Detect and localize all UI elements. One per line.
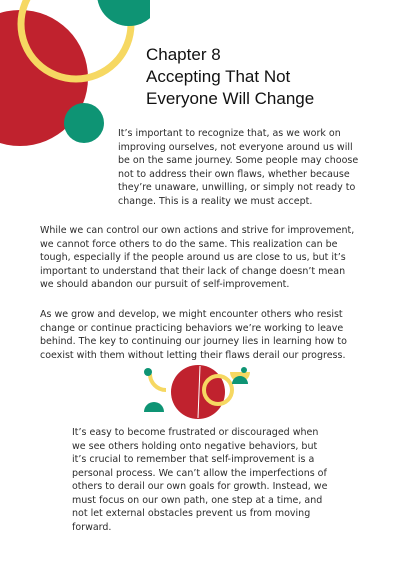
paragraph-4: It’s easy to become frustrated or discouraged when we see others holding onto negative behaviors, but it’s crucial to remember that self-improvement is a personal process. We can’t allow the imperfections of others to derail our own goals for growth. Instead, we must focus on our own path, one step at a time, and not let external obstacles prevent us from moving forward.	[72, 427, 328, 533]
chapter-title-line-2: Accepting That Not	[146, 67, 291, 86]
teal-dot-left-top-shape	[144, 368, 152, 376]
chapter-title-line-3: Everyone Will Change	[146, 89, 315, 108]
teal-dot-right-shape	[241, 367, 247, 373]
middle-decoration	[140, 362, 260, 420]
paragraph-2: While we can control our own actions and strive for improvement, we cannot force others to do the same. This realization can be tough, especially if the people around us are close to us, but it’s important to understand that their lack of change doesn’t mean we should abandon our pursuit of self-improvement.	[40, 225, 355, 290]
yellow-arc-left-shape	[150, 374, 166, 390]
paragraph-3: As we grow and develop, we might encounter others who resist change or continue practicing behaviors we’re working to leave behind. The key to continuing our journey lies in learning how to coexist with them without letting their flaws derail our progress.	[40, 309, 347, 361]
teal-half-left-shape	[144, 402, 164, 412]
teal-circle-top-shape	[97, 0, 150, 26]
chapter-title-line-1: Chapter 8	[146, 45, 221, 64]
chapter-title	[146, 44, 386, 110]
paragraph-1: It’s important to recognize that, as we work on improving ourselves, not everyone around us will be on the same journey. Some people may choose not to address their own flaws, whether because they’re unaware, unwilling, or simply not ready to change. This is a reality we must accept.	[118, 128, 359, 207]
teal-circle-small-shape	[64, 103, 104, 143]
